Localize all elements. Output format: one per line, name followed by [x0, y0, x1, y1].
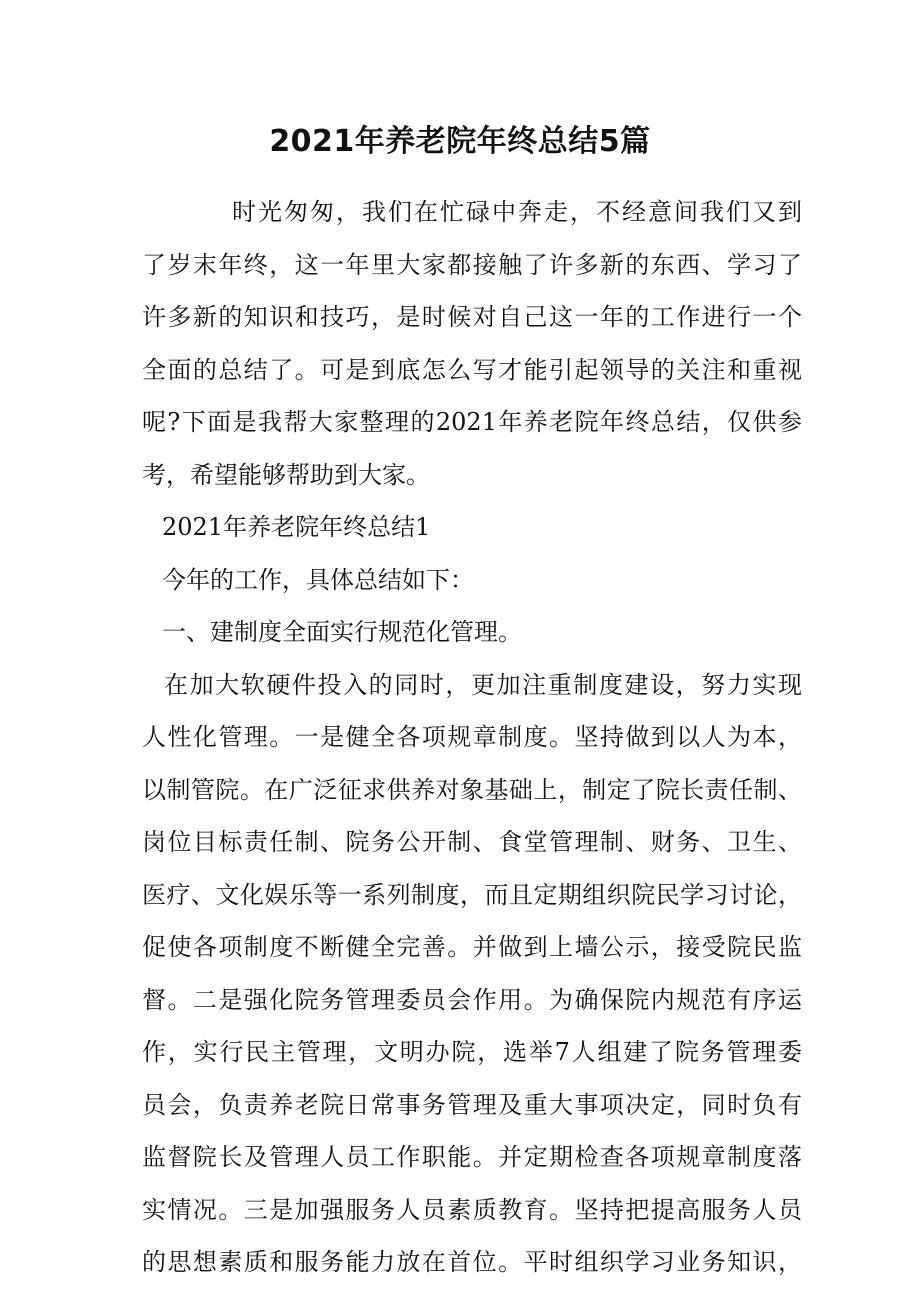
paragraph-line: 时光匆匆，我们在忙碌中奔走，不经意间我们又到 — [232, 198, 802, 226]
paragraph-line: 许多新的知识和技巧，是时候对自己这一年的工作进行一个 — [142, 303, 802, 331]
paragraph-line: 在加大软硬件投入的同时，更加注重制度建设，努力实现 — [164, 670, 802, 699]
paragraph-line: 督。二是强化院务管理委员会作用。为确保院内规范有序运 — [142, 985, 802, 1014]
paragraph-line: 呢?下面是我帮大家整理的2021年养老院年终总结，仅供参 — [142, 408, 802, 436]
paragraph-line: 岗位目标责任制、院务公开制、食堂管理制、财务、卫生、 — [142, 828, 802, 856]
section-heading: 2021年养老院年终总结1 — [162, 513, 431, 541]
document-title: 2021年养老院年终总结5篇 — [269, 124, 651, 159]
paragraph-line: 医疗、文化娱乐等一系列制度，而且定期组织院民学习讨论， — [142, 880, 802, 909]
paragraph-line: 员会，负责养老院日常事务管理及重大事项决定，同时负有 — [142, 1090, 802, 1119]
document-body — [142, 186, 802, 1289]
paragraph-line: 以制管院。在广泛征求供养对象基础上，制定了院长责任制、 — [142, 775, 802, 804]
paragraph-line: 全面的总结了。可是到底怎么写才能引起领导的关注和重视 — [142, 355, 802, 384]
subsection-heading: 一、建制度全面实行规范化管理。 — [162, 618, 522, 646]
paragraph-line: 了岁末年终，这一年里大家都接触了许多新的东西、学习了 — [142, 250, 802, 279]
paragraph-line: 实情况。三是加强服务人员素质教育。坚持把提高服务人员 — [142, 1195, 802, 1224]
paragraph-line: 今年的工作，具体总结如下： — [162, 565, 474, 594]
paragraph-line: 考，希望能够帮助到大家。 — [142, 460, 430, 489]
paragraph-line: 促使各项制度不断健全完善。并做到上墙公示，接受院民监 — [142, 933, 802, 961]
paragraph-line: 监督院长及管理人员工作职能。并定期检查各项规章制度落 — [142, 1143, 802, 1171]
paragraph-line: 的思想素质和服务能力放在首位。平时组织学习业务知识， — [142, 1248, 802, 1276]
paragraph-line: 作，实行民主管理，文明办院，选举7人组建了院务管理委 — [142, 1038, 802, 1066]
paragraph-line: 人性化管理。一是健全各项规章制度。坚持做到以人为本， — [142, 723, 802, 751]
